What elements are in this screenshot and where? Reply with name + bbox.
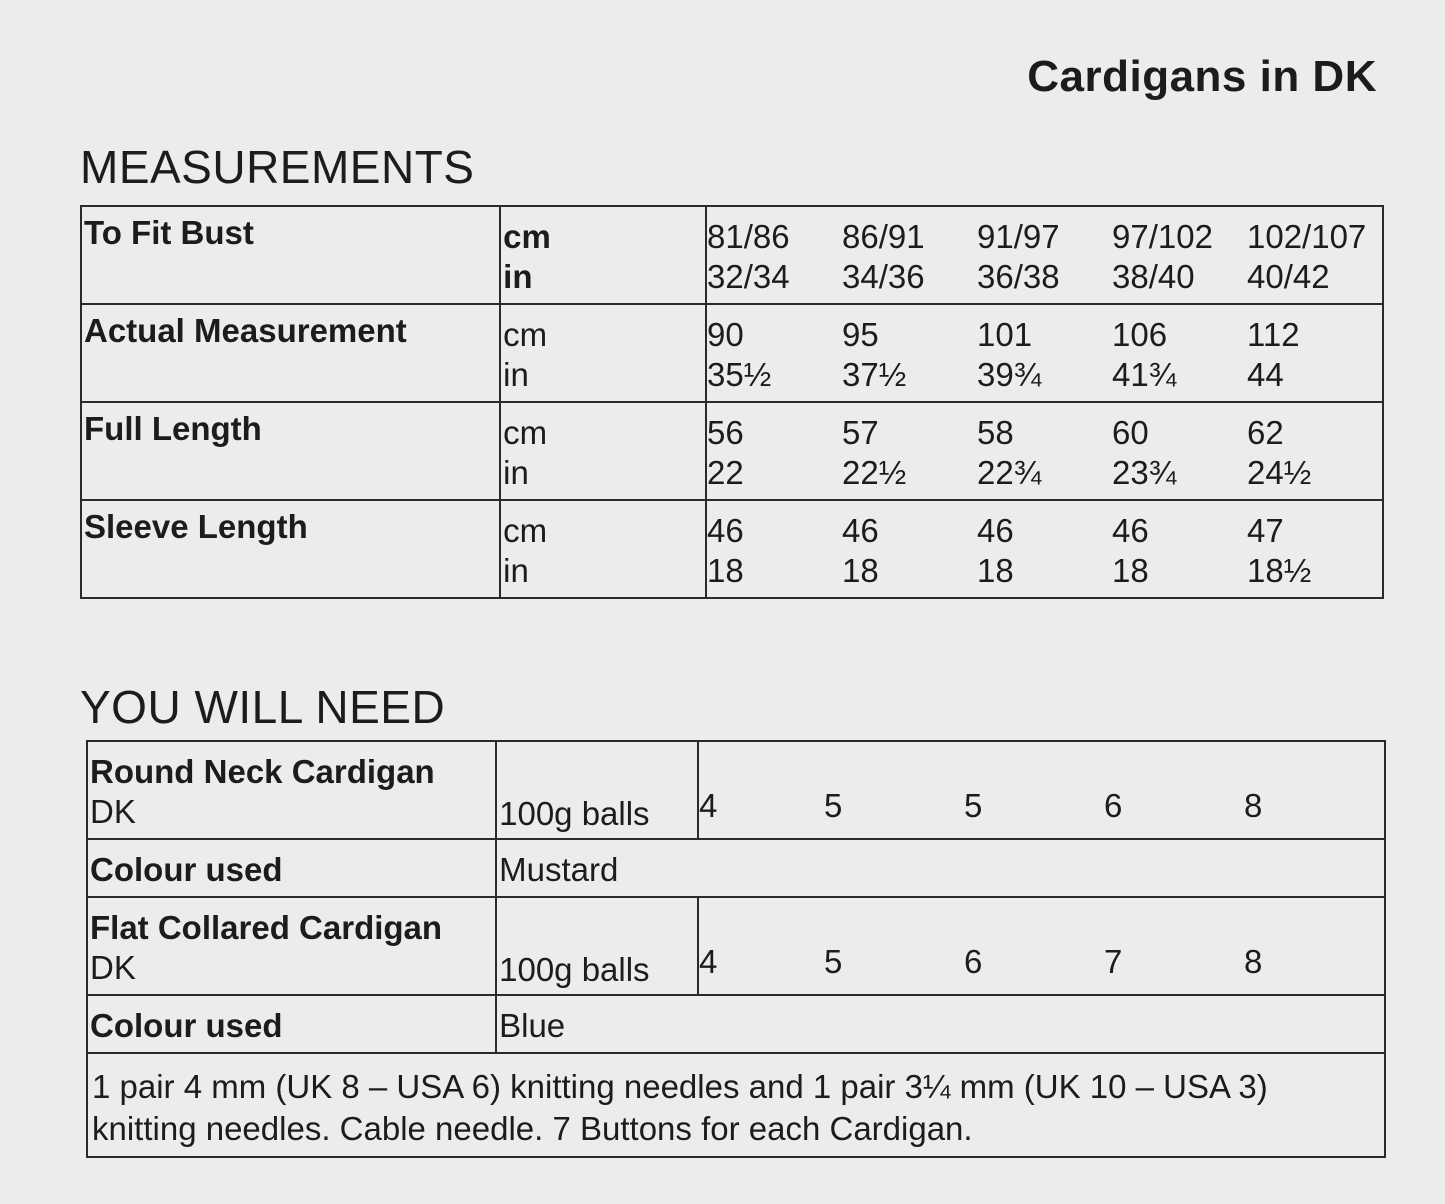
size-value: 57: [842, 414, 879, 451]
you-will-need-table: [86, 740, 1386, 1158]
size-value: 34/36: [842, 258, 925, 295]
measurements-table: [80, 205, 1384, 599]
size-value: 18: [1112, 552, 1149, 589]
size-value: 18: [707, 552, 744, 589]
table-row: [87, 1053, 1385, 1157]
size-value: 46: [707, 512, 744, 549]
round-neck-value: 5: [964, 787, 983, 824]
size-value: 101: [977, 316, 1033, 353]
table-row: [81, 500, 1383, 598]
size-value: 112: [1247, 316, 1300, 353]
measurements-heading: MEASUREMENTS: [80, 141, 475, 193]
size-value: 97/102: [1112, 218, 1213, 255]
size-value: 106: [1112, 316, 1168, 353]
unit-label: cm: [503, 512, 548, 549]
flat-collared-value: 6: [964, 943, 983, 980]
unit-label: in: [503, 258, 533, 295]
round-neck-value: 5: [824, 787, 843, 824]
size-value: 38/40: [1112, 258, 1195, 295]
round-neck-value: 4: [699, 787, 718, 824]
size-value: 22¾: [977, 454, 1042, 491]
unit-label: in: [503, 454, 529, 491]
size-value: 41¾: [1112, 356, 1177, 393]
flat-collared-yarn: DK: [90, 949, 136, 986]
flat-collared-title: Flat Collared Cardigan: [90, 909, 443, 946]
flat-collared-value: 8: [1244, 943, 1263, 980]
table-row: [87, 741, 1385, 839]
unit-label: cm: [503, 218, 551, 255]
row-label: Sleeve Length: [84, 508, 308, 545]
size-value: 39¾: [977, 356, 1042, 393]
unit-label: in: [503, 356, 529, 393]
size-value: 40/42: [1247, 258, 1330, 295]
size-value: 60: [1112, 414, 1149, 451]
table-row: [81, 206, 1383, 304]
size-value: 91/97: [977, 218, 1060, 255]
size-value: 102/107: [1247, 218, 1367, 255]
unit-label: cm: [503, 414, 548, 451]
size-value: 32/34: [707, 258, 790, 295]
size-value: 22: [707, 454, 744, 491]
flat-collared-colour: Blue: [499, 1007, 566, 1044]
size-value: 18½: [1247, 552, 1312, 589]
size-value: 46: [1112, 512, 1149, 549]
table-row: [87, 995, 1385, 1053]
round-neck-title: Round Neck Cardigan: [90, 753, 435, 790]
flat-collared-value: 7: [1104, 943, 1123, 980]
round-neck-value: 6: [1104, 787, 1123, 824]
round-neck-yarn: DK: [90, 793, 136, 830]
unit-label: cm: [503, 316, 548, 353]
size-value: 81/86: [707, 218, 790, 255]
flat-collared-value: 4: [699, 943, 718, 980]
table-row: [87, 897, 1385, 995]
row-label: To Fit Bust: [84, 214, 254, 251]
flat-collared-unit: 100g balls: [499, 951, 650, 988]
size-value: 58: [977, 414, 1014, 451]
round-neck-unit: 100g balls: [499, 795, 650, 832]
needles-note: 1 pair 4 mm (UK 8 – USA 6) knitting needles and 1 pair 3¼ mm (UK 10 – USA 3) knitting needles. Cable needle. 7 Buttons for each Cardigan.: [87, 1053, 1385, 1157]
size-value: 95: [842, 316, 879, 353]
size-value: 56: [707, 414, 744, 451]
you-will-need-heading: YOU WILL NEED: [80, 681, 446, 733]
size-value: 24½: [1247, 454, 1312, 491]
row-label: Full Length: [84, 410, 262, 447]
size-value: 62: [1247, 414, 1284, 451]
size-value: 47: [1247, 512, 1284, 549]
table-row: [81, 402, 1383, 500]
size-value: 35½: [707, 356, 772, 393]
round-neck-colour: Mustard: [499, 851, 619, 888]
flat-collared-value: 5: [824, 943, 843, 980]
size-value: 86/91: [842, 218, 925, 255]
table-row: [87, 839, 1385, 897]
page-title: Cardigans in DK: [1027, 52, 1377, 101]
size-value: 46: [842, 512, 879, 549]
size-value: 22½: [842, 454, 907, 491]
colour-used-label: Colour used: [90, 1007, 283, 1044]
size-value: 37½: [842, 356, 907, 393]
colour-used-label: Colour used: [90, 851, 283, 888]
size-value: 23¾: [1112, 454, 1177, 491]
row-label: Actual Measurement: [84, 312, 407, 349]
table-row: [81, 304, 1383, 402]
size-value: 44: [1247, 356, 1284, 393]
size-value: 46: [977, 512, 1014, 549]
round-neck-value: 8: [1244, 787, 1263, 824]
size-value: 36/38: [977, 258, 1060, 295]
size-value: 18: [977, 552, 1014, 589]
size-value: 18: [842, 552, 879, 589]
size-value: 90: [707, 316, 744, 353]
unit-label: in: [503, 552, 529, 589]
